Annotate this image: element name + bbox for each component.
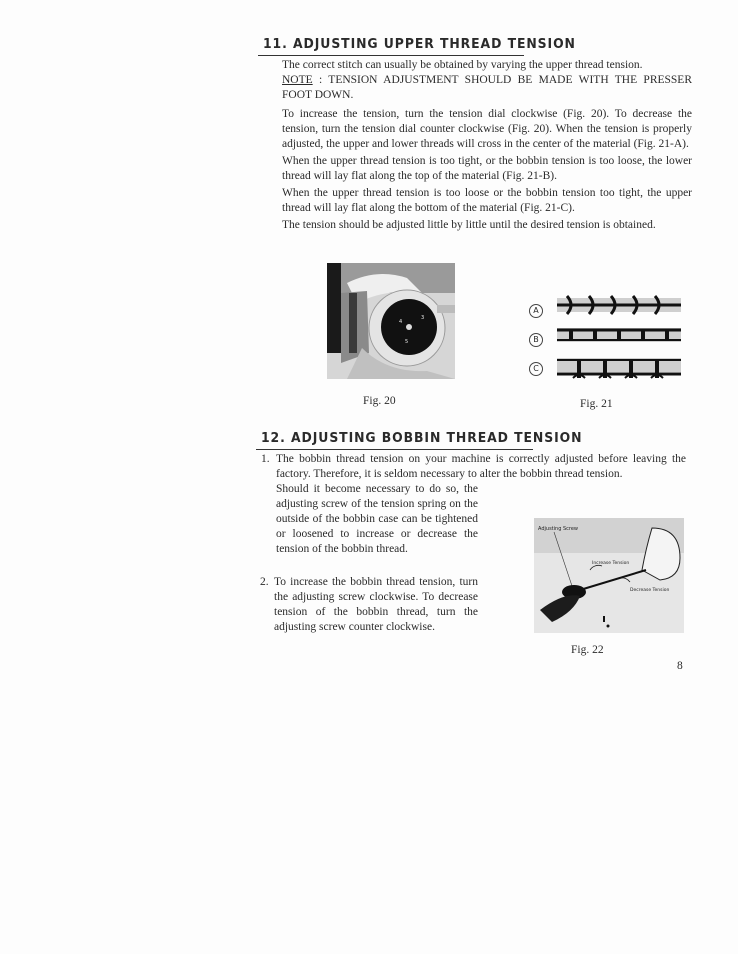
fig-22-caption: Fig. 22 bbox=[571, 644, 604, 656]
fig-21-stitch-diagrams bbox=[555, 292, 683, 386]
fig-22-bobbin-screw-photo bbox=[534, 518, 684, 633]
decrease-tension-label: Decrease Tension bbox=[630, 588, 670, 593]
stitch-a-balanced bbox=[557, 296, 681, 314]
item-1-text-wide: The bobbin thread tension on your machine is correctly adjusted before leaving the factory. Therefore, it is seldom necessary to alter the bobbin thread tension. bbox=[276, 453, 686, 480]
svg-text:4: 4 bbox=[399, 319, 403, 325]
item-2-text: To increase the bobbin thread tension, turn the adjusting screw clockwise. To decrease tension of the bobbin thread, turn the adjusting screw counter clockwise. bbox=[274, 576, 478, 633]
item-1-text-narrow: Should it become necessary to do so, the adjusting screw of the tension spring on the outside of the bobbin case can be tightened or loosened to increase or decrease the tension of the bobbin thread. bbox=[276, 483, 478, 555]
stitch-c-upper-loose bbox=[557, 358, 681, 378]
section-12-underline bbox=[256, 449, 533, 450]
fig-21-label-c: C bbox=[529, 358, 543, 376]
section-11-underline bbox=[258, 55, 524, 56]
increase-tension-label: Increase Tension bbox=[592, 561, 630, 566]
stitch-b-upper-tight bbox=[557, 328, 681, 342]
paragraph-increase-decrease: To increase the tension, turn the tension dial clockwise (Fig. 20). To decrease the tension, turn the tension dial counter clockwise (Fig. 20). When the tension is properly adjusted, the upper and lower threads will cross in the center of the material (Fig. 21-A). bbox=[282, 108, 692, 150]
section-11-text bbox=[282, 58, 692, 233]
page-number: 8 bbox=[677, 660, 683, 672]
item-2-number: 2. bbox=[260, 576, 269, 588]
fig-20-caption: Fig. 20 bbox=[363, 395, 396, 407]
fig-21-label-b: B bbox=[529, 329, 543, 347]
paragraph-too-loose: When the upper thread tension is too loose or the bobbin tension too tight, the upper thread will lay flat along the bottom of the material (Fig. 21-C). bbox=[282, 187, 692, 214]
svg-text:5: 5 bbox=[405, 339, 409, 345]
section-12-heading: 12. ADJUSTING BOBBIN THREAD TENSION bbox=[261, 430, 583, 446]
fig-20-tension-dial-photo bbox=[327, 263, 455, 379]
section-11-heading: 11. ADJUSTING UPPER THREAD TENSION bbox=[263, 36, 576, 52]
paragraph-too-tight: When the upper thread tension is too tight, or the bobbin tension is too loose, the lower thread will lay flat along the top of the material (Fig. 21-B). bbox=[282, 155, 692, 182]
item-1-number: 1. bbox=[261, 453, 270, 465]
paragraph-little-by-little: The tension should be adjusted little by little until the desired tension is obtained. bbox=[282, 219, 656, 231]
fig-21-caption: Fig. 21 bbox=[580, 398, 613, 410]
svg-text:3: 3 bbox=[421, 315, 425, 321]
adjusting-screw-label: Adjusting Screw bbox=[538, 526, 578, 532]
note-text: : TENSION ADJUSTMENT SHOULD BE MADE WITH THE PRESSER FOOT DOWN. bbox=[282, 74, 692, 101]
intro-paragraph bbox=[282, 58, 692, 103]
intro-text: The correct stitch can usually be obtained by varying the upper thread tension. bbox=[282, 59, 643, 71]
note-label: NOTE bbox=[282, 74, 313, 86]
fig-21-label-a: A bbox=[529, 300, 543, 318]
